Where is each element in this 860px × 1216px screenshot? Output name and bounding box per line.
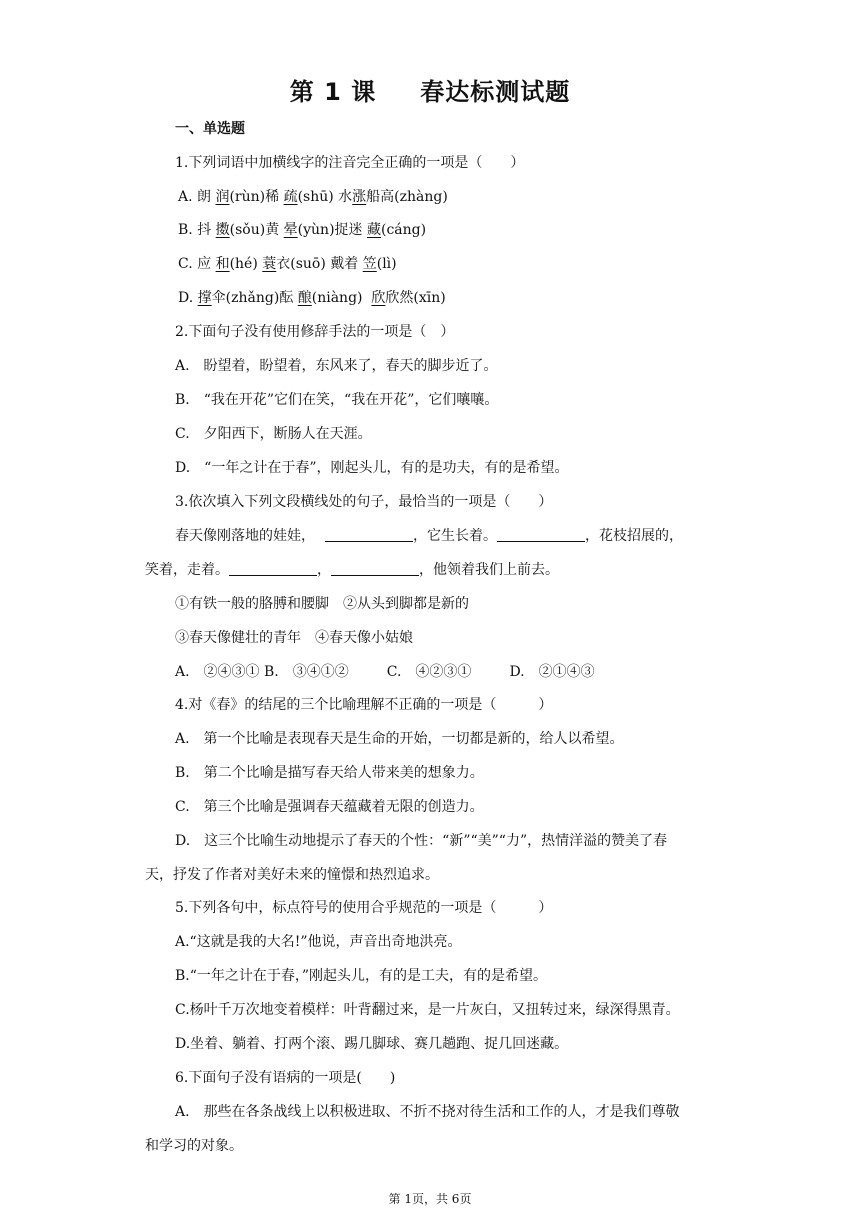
question-6-option-a-continued: 和学习的对象。 [145, 1138, 243, 1154]
blank-1 [325, 527, 413, 542]
underlined-char: 欣 [371, 290, 386, 306]
underlined-char: 笠 [362, 256, 377, 272]
question-4-option-c: C. 第三个比喻是强调春天蕴藏着无限的创造力。 [175, 799, 484, 815]
question-1-option-b: B. 抖 擞(sǒu)黄 晕(yùn)捉迷 藏(cáng) [178, 222, 427, 238]
lesson-number: 第 1 课 [289, 78, 377, 106]
question-3-options [175, 661, 595, 681]
blank-3 [229, 561, 317, 576]
question-6-option-a: A. 那些在各条战线上以积极进取、不折不挠对待生活和工作的人，才是我们尊敬 [175, 1104, 680, 1120]
question-1-option-c: C. 应 和(hé) 蓑衣(suō) 戴着 笠(lì) [178, 256, 397, 272]
underlined-char: 酿 [297, 290, 312, 306]
question-1-option-a: A. 朗 润(rùn)稀 疏(shū) 水涨船高(zhàng) [178, 189, 448, 205]
underlined-char: 疏 [283, 189, 298, 205]
question-2-option-d: D. “一年之计在于春”，刚起头儿，有的是功夫，有的是希望。 [175, 460, 569, 476]
question-3-option-b: B. ③④①② [264, 664, 349, 680]
section-heading: 一、单选题 [175, 121, 245, 137]
question-3-passage-line-2: 笑着，走着。 ， ，他领着我们上前去。 [145, 562, 559, 578]
underlined-char: 晕 [283, 222, 298, 238]
question-2-option-b: B. “我在开花”它们在笑，“我在开花”，它们嚷嚷。 [175, 392, 499, 408]
question-3-option-c: C. ④②③① [386, 664, 472, 680]
blank-4 [331, 561, 419, 576]
underlined-char: 和 [215, 256, 230, 272]
blank-2 [497, 527, 585, 542]
underlined-char: 撑 [197, 290, 212, 306]
question-4-option-d: D. 这三个比喻生动地提示了春天的个性：“新”“美”“力”，热情洋溢的赞美了春 [175, 833, 668, 849]
underlined-char: 涨 [352, 189, 367, 205]
question-1-stem: 1.下列词语中加横线字的注音完全正确的一项是（ ） [175, 155, 525, 171]
underlined-char: 藏 [367, 222, 381, 238]
question-4-option-b: B. 第二个比喻是描写春天给人带来美的想象力。 [175, 765, 484, 781]
question-6-stem: 6.下面句子没有语病的一项是( ) [175, 1070, 396, 1086]
page-footer: 第 1页，共 6页 [388, 1192, 472, 1206]
question-5-option-d: D.坐着、躺着、打两个滚、踢几脚球、赛几趟跑、捉几回迷藏。 [175, 1036, 569, 1052]
question-5-option-a: A.“这就是我的大名!”他说，声音出奇地洪亮。 [175, 934, 462, 950]
question-3-option-d: D. ②①④③ [509, 664, 595, 680]
question-4-option-a: A. 第一个比喻是表现春天是生命的开始，一切都是新的，给人以希望。 [175, 731, 624, 747]
question-2-option-c: C. 夕阳西下，断肠人在天涯。 [175, 426, 372, 442]
underlined-char: 润 [215, 189, 230, 205]
question-1-option-d: D. 撑伞(zhǎng)酝 酿(niàng) 欣欣然(xīn) [178, 290, 446, 306]
question-2-stem: 2.下面句子没有使用修辞手法的一项是（ ） [175, 324, 455, 340]
question-5-option-c: C.杨叶千万次地变着模样：叶背翻过来，是一片灰白，又扭转过来，绿深得黑青。 [175, 1002, 680, 1018]
underlined-char: 擞 [215, 222, 230, 238]
question-4-option-d-continued: 天，抒发了作者对美好未来的憧憬和热烈追求。 [145, 867, 439, 883]
question-5-stem: 5.下列各句中，标点符号的使用合乎规范的一项是（ ） [175, 900, 553, 916]
underlined-char: 蓑 [262, 256, 277, 272]
question-3-sentences-1: ①有铁一般的胳膊和腰脚 ②从头到脚都是新的 [175, 596, 469, 612]
question-3-option-a: A. ②④③① [175, 664, 260, 680]
question-5-option-b: B.“一年之计在于春，”刚起头儿，有的是工夫，有的是希望。 [175, 968, 548, 984]
question-4-stem: 4.对《春》的结尾的三个比喻理解不正确的一项是（ ） [175, 697, 553, 713]
question-3-passage-line-1: 春天像刚落地的娃娃， ，它生长着。 ，花枝招展的， [175, 528, 683, 544]
question-2-option-a: A. 盼望着，盼望着，东风来了，春天的脚步近了。 [175, 358, 498, 374]
question-3-stem: 3.依次填入下列文段横线处的句子，最恰当的一项是（ ） [175, 494, 553, 510]
lesson-title: 春达标测试题 [420, 78, 571, 106]
page-title [0, 72, 860, 107]
question-3-sentences-2: ③春天像健壮的青年 ④春天像小姑娘 [175, 630, 413, 646]
